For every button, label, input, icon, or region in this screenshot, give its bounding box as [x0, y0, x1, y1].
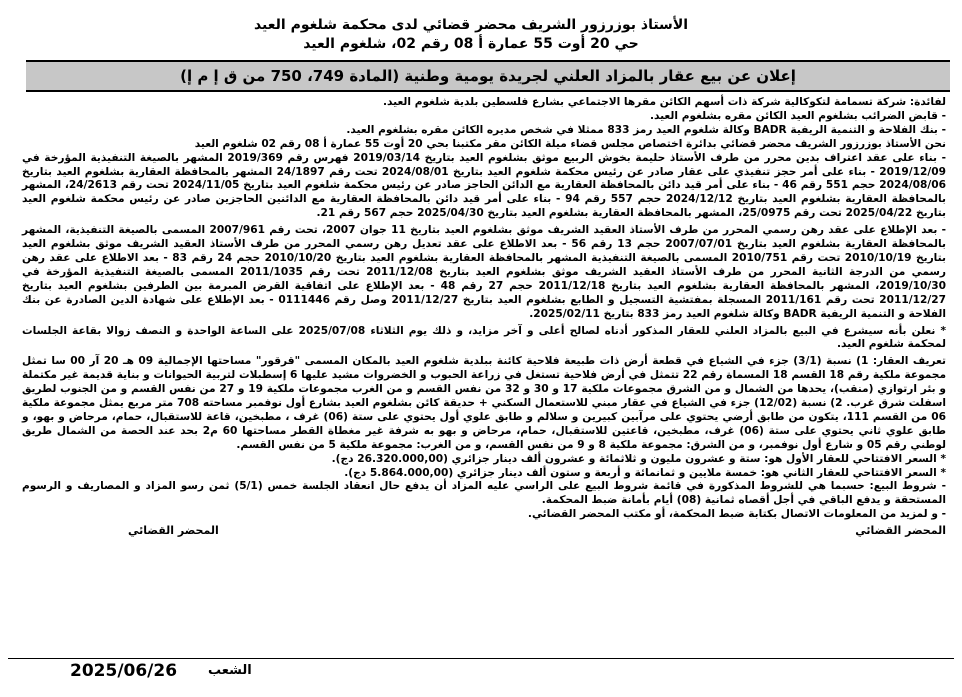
contact-info: - و لمزيد من المعلومات الاتصال بكتابة ضبط المحكمة، أو مكتب المحضر القضائي.	[527, 508, 946, 521]
bailiff-name: الأستاذ بوزرزور الشريف محضر قضائي لدى محكمة شلغوم العيد	[253, 17, 689, 33]
signature-row	[128, 524, 946, 537]
paragraph: - بنك الفلاحة و التنمية الريفية BADR وكالة شلغوم العيد رمز 833 ممثلا في شخص مديره الكائن مقره بشلغوم العيد.	[346, 123, 946, 136]
bailiff-address: حي 20 أوت 55 عمارة أ 08 رقم 02، شلغوم العيد	[303, 36, 639, 52]
paragraph: - بعد الإطلاع على عقد رهن رسمي المحرر من طرف الأستاذ العقيد الشريف موثق بشلغوم العيد بتاريخ 11 جوان 2007، تحت رقم 2007/961 المسمى بالصيغة التنفيذية، المشهر بالمحافظة العقارية بشلغوم العيد بتاريخ 2007/07/01 حجم 13 رقم 56 - بعد الاطلاع على عقد تعديل رهن رسمي المحرر من طرف الأستاذ العقيد الشريف موثق بشلغوم العيد بتاريخ 2010/10/19 تحت رقم 2010/751 المسمى بالصيغة التنفيذية المشهر بالمحافظة العقارية بشلغوم العيد بتاريخ 2010/10/20 حجم 24 رقم 83 - بعد الاطلاع على عقد رهن رسمي من الدرجة الثانية المحرر من طرف الأستاذ العقيد الشريف موثق بشلغوم العيد بتاريخ 2011/12/08 تحت رقم 2011/1035 المسمى بالصيغة التنفيذية المؤرخة في 2019/10/30، المشهر بالمحافظة العقارية بشلغوم العيد بتاريخ 2011/12/18 حجم 27 رقم 48 - بعد الإطلاع على اتفاقية القرض المبرمة بين الطرفين بشلغوم العيد بتاريخ 2011/12/27 تحت رقم 2011/161 المسجلة بمفتشية التسجيل و الطابع بشلغوم العيد بتاريخ 2011/12/27 وصل رقم 0111446 - بعد الإطلاع على شهادة الدين الصادرة عن بنك الفلاحة و التنمية الريفية BADR وكالة شلغوم العيد رمز 833 بتاريخ 2025/02/11.	[22, 224, 947, 320]
paragraph: لفائدة: شركة تسمامة لتكوكالية شركة ذات أسهم الكائن مقرها الاجتماعي بشارع فلسطين بلدية شلغوم العيد.	[382, 96, 946, 108]
signature-right: المحضر القضائي	[855, 524, 946, 538]
publication-date: 2025/06/26	[70, 661, 178, 681]
property-description: تعريف العقار: 1) نسبة (3/1) جزء في الشياع في قطعة أرض ذات طبيعة فلاحية كائنة ببلدية شلغوم العيد بالمكان المسمى "قرقور" مساحتها الإجمالية 09 هـ 20 آر 00 سا تمثل مجموعة ملكية رقم 18 القسم 18 المسماة رقم 22 تتمثل في أرض فلاحية تستغل في زراعة الحبوب و الخضروات مشيد عليها 6 إسطبلات لتربية الحيوانات و بناية قديمة غير مكتملة و بئر ارتوازي (منقب)، يحدها من الشمال و من الشرق مجموعات ملكية 17 و 30 و 32 من نفس القسم و من الغرب مجموعات ملكية 19 و 27 من نفس القسم و من الجنوب لطريق اسفلت شرق غرب. 2) نسبة (12/02) جزء في الشياع في عقار مبني للاستعمال السكني + حديقة كائن بشلغوم العيد بشارع أول نوفمبر مساحته 708 متر مربع يمثل مجموعة ملكية 06 من القسم 111، يتكون من طابق أرضي يحتوي على مرآبين كبيرين و سلالم و طابق علوي أول يحتوي على ستة (06) غرف ، مطبخين، قاعة للاستقبال، حمام، مرحاض و بهو، و طابق علوي ثاني يحتوي على ستة (06) غرف، مطبخين، قاعتين للاستقبال، حمام، مرحاض و بهو به شرفة غير مغطاة القطر مساحتها 60 م2 بحد عند الحصة من الشمال طريق لوطني رقم 05 و شارع أول نوفمبر، و من الشرق: مجموعة ملكية 8 و 9 من نفس القسم، و من الغرب: مجموعة ملكية 5 من نفس القسم.	[22, 355, 947, 451]
paragraph: - قابض الضرائب بشلغوم العيد الكائن مقره بشلغوم العيد.	[649, 109, 946, 122]
notice-body	[22, 96, 946, 522]
footer	[8, 658, 954, 685]
legal-notice-page	[8, 4, 954, 685]
signature-left: المحضر القضائي	[128, 524, 219, 538]
sale-conditions: - شروط البيع: حسبما هي للشروط المذكورة في قائمة شروط البيع على الراسي عليه المزاد أن يدفع حال انعقاد الجلسة خمس (5/1) ثمن رسو المزاد و المصاريف و الرسوم المستحقة و يدفع الباقي في أجل أقصاه ثمانية (08) أيام بأمانة ضبط المحكمة.	[22, 480, 946, 507]
opening-price-2: * السعر الافتتاحي للعقار الثاني هو: خمسة ملايين و ثمانمائة و أربعة و ستون ألف دينار جزائري (5.864.000,00 دج).	[344, 466, 946, 479]
notice-title-banner: إعلان عن بيع عقار بالمزاد العلني لجريدة يومية وطنية (المادة 749، 750 من ق إ م إ)	[26, 60, 950, 92]
paragraph: - بناء على عقد اعتراف بدين محرر من طرف الأستاذ حليمة بخوش الربيع موثق بشلغوم العيد بتاريخ 2019/03/14 فهرس رقم 2019/369 المشهر بالصيغة التنفيذية المؤرخة في 2019/12/09 - بناء على أمر حجز تنفيذي على عقار صادر عن رئيس محكمة شلغوم العيد بتاريخ 2024/08/01 تحت رقم 24/1897 المشهر بالمحافظة العقارية بشلغوم العيد بتاريخ 2024/08/06 حجم 551 رقم 46 - بناء على أمر قيد دائن بالمحافظة العقارية مع الدائن الحاجز صادر عن رئيس محكمة شلغوم العيد بتاريخ 2024/11/05 تحت رقم 24/2613، المشهر بالمحافظة العقارية بشلغوم العيد بتاريخ 2024/12/12 حجم 557 رقم 94 - بناء على أمر قيد دائن بالمحافظة العقارية مع الدائنين الحاجزين صادر عن رئيس محكمة شلغوم العيد بتاريخ 2025/04/22 تحت رقم 25/0975، المشهر بالمحافظة العقارية بشلغوم العيد بتاريخ 2025/04/30 حجم 567 رقم 21.	[22, 151, 947, 220]
paragraph: نحن الأستاذ بوزرزور الشريف محضر قضائي بدائرة اختصاص مجلس قضاء ميلة الكائن مقر مكتبنا بحي 20 أوت 55 عمارة أ 08 رقم 02 شلغوم العيد	[194, 137, 946, 150]
newspaper-name: الشعب	[208, 663, 252, 678]
paragraph: * نعلن بأنه سيشرع في البيع بالمزاد العلني للعقار المذكور أدناه لصالح أعلى و آخر مزايد، و ذلك يوم الثلاثاء 2025/07/08 على الساعة الواحدة و النصف زوالا بقاعة الجلسات لمحكمة شلغوم العيد.	[22, 324, 946, 351]
opening-price-1: * السعر الافتتاحي للعقار الأول هو: ستة و عشرون مليون و ثلاثمائة و عشرون ألف دينار جزائري (26.320.000,00 دج).	[331, 452, 946, 465]
notice-header	[8, 4, 954, 54]
